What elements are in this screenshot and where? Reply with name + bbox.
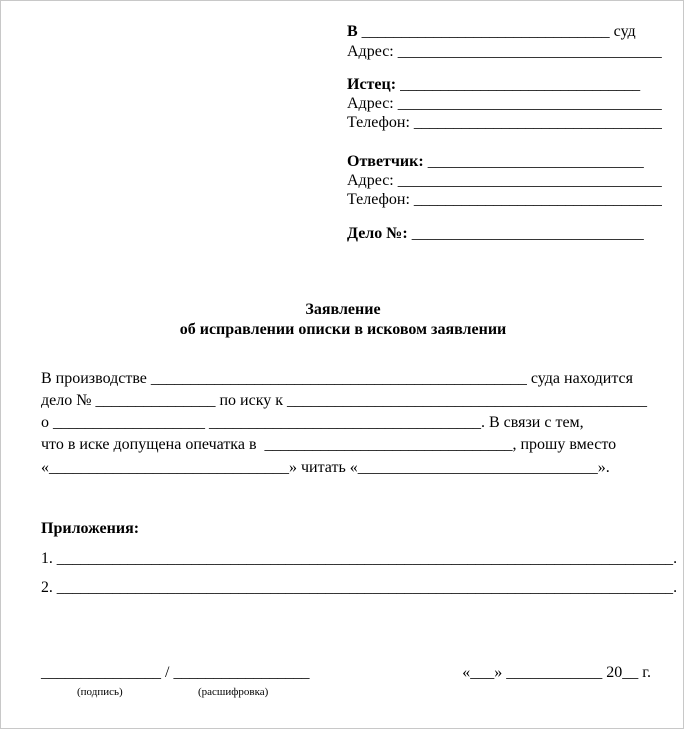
court-label: В <box>347 23 358 40</box>
court-suffix: суд <box>613 23 636 40</box>
signature-line: _______________ / _________________ <box>41 664 310 681</box>
body-line-5: «______________________________» читать «______________________________». <box>41 459 610 476</box>
document-title: Заявление <box>305 301 381 318</box>
court-address: Адрес: _________________________________ <box>347 43 662 60</box>
plaintiff-address: Адрес: _________________________________ <box>347 95 662 112</box>
attachment-item-1: 1. ______________________________________________________________________________. <box>41 550 678 567</box>
body-line-1: В производстве _______________________________________________ суда находится <box>41 370 633 387</box>
case-label: Дело №: <box>347 225 408 242</box>
body-line-4: что в иске допущена опечатка в _______________________________, прошу вместо <box>41 436 617 453</box>
defendant-line <box>347 152 644 171</box>
court-line <box>347 22 636 41</box>
court-blank: _______________________________ <box>357 23 614 40</box>
plaintiff-line <box>347 75 640 94</box>
defendant-phone: Телефон: _______________________________ <box>347 191 662 208</box>
decoding-caption: (расшифровка) <box>198 686 269 698</box>
plaintiff-label: Истец: <box>347 76 397 93</box>
defendant-blank: ___________________________ <box>423 153 644 170</box>
attachments-heading: Приложения: <box>41 520 140 537</box>
case-blank: _____________________________ <box>407 225 644 242</box>
body-line-3: о ___________________ __________________________________. В связи с тем, <box>41 414 584 431</box>
case-line <box>347 224 644 243</box>
plaintiff-phone: Телефон: _______________________________ <box>347 114 662 131</box>
body-line-2: дело № _______________ по иску к _____________________________________________ <box>41 392 648 409</box>
plaintiff-blank: ______________________________ <box>396 76 641 93</box>
date-line: «___» ____________ 20__ г. <box>462 664 651 681</box>
attachment-item-2: 2. ______________________________________________________________________________. <box>41 579 678 596</box>
signature-caption: (подпись) <box>77 686 123 698</box>
defendant-address: Адрес: _________________________________ <box>347 172 662 189</box>
defendant-label: Ответчик: <box>347 153 424 170</box>
document-subtitle: об исправлении описки в исковом заявлении <box>179 321 507 338</box>
